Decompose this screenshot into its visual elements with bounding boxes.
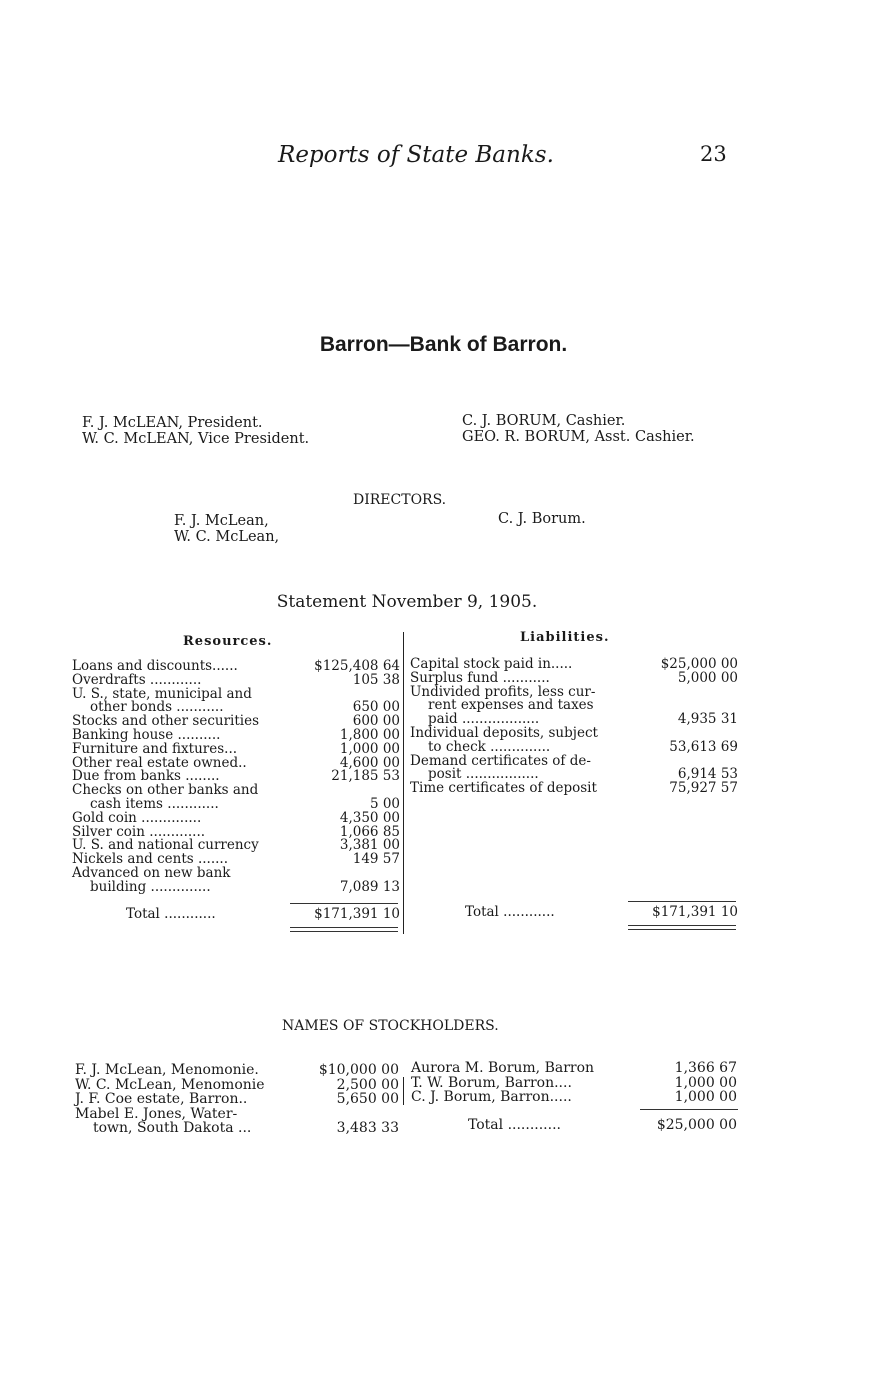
- table-row: Advanced on new bank: [72, 864, 231, 881]
- table-row: Demand certificates of de-: [410, 752, 591, 769]
- table-row: Time certificates of deposit 75,927 57: [410, 780, 738, 797]
- director-1: F. J. McLean,: [174, 513, 269, 529]
- resources-table: [72, 660, 400, 895]
- officer-vice-president: W. C. McLEAN, Vice President.: [82, 431, 310, 447]
- table-row: U. S. and national currency 3,381 00: [72, 837, 400, 854]
- liabilities-table: [410, 658, 738, 796]
- liabilities-total-rule-2: [628, 929, 736, 930]
- stockholders-right: [411, 1061, 737, 1105]
- list-item: Aurora M. Borum, Barron 1,366 67: [411, 1060, 737, 1076]
- liabilities-total-label: Total ............: [465, 904, 555, 920]
- resources-total-amount: $171,391 10: [314, 906, 400, 922]
- officer-cashier: C. J. BORUM, Cashier.: [462, 413, 626, 429]
- list-item: T. W. Borum, Barron.... 1,000 00: [411, 1074, 737, 1091]
- table-row: Due from banks ........ 21,185 53: [72, 768, 400, 785]
- table-row: Individual deposits, subject: [410, 724, 598, 741]
- resources-subtotal-rule: [290, 903, 398, 904]
- resources-total-rule-1: [290, 927, 398, 928]
- director-2: W. C. McLean,: [174, 529, 280, 545]
- officers-left: [82, 415, 309, 447]
- directors-heading: DIRECTORS.: [353, 492, 447, 508]
- liabilities-heading: Liabilities.: [520, 630, 610, 645]
- table-row: Silver coin ............. 1,066 85: [72, 823, 400, 840]
- page-header-title: Reports of State Banks.: [278, 142, 554, 168]
- table-row: Overdrafts ............ 105 38: [72, 671, 400, 688]
- table-row: Loans and discounts...... $125,408 64: [72, 658, 400, 674]
- officer-asst-cashier: GEO. R. BORUM, Asst. Cashier.: [462, 429, 695, 445]
- liabilities-subtotal-rule: [628, 901, 736, 902]
- table-row: posit ................. 6,914 53: [428, 766, 738, 783]
- table-row: building .............. 7,089 13: [90, 878, 400, 895]
- table-row: rent expenses and taxes: [428, 697, 594, 714]
- directors-left: [174, 513, 279, 545]
- stockholders-divider: [403, 1077, 404, 1105]
- list-item: W. C. McLean, Menomonie 2,500 00: [75, 1076, 399, 1093]
- table-row: U. S., state, municipal and: [72, 685, 252, 702]
- bank-title: Barron—Bank of Barron.: [319, 333, 568, 356]
- column-divider: [403, 632, 404, 934]
- table-row: paid .................. 4,935 31: [428, 711, 738, 728]
- page-number: 23: [700, 142, 727, 166]
- table-row: Surplus fund ........... 5,000 00: [410, 669, 738, 686]
- list-item: C. J. Borum, Barron..... 1,000 00: [411, 1089, 737, 1105]
- list-item: town, South Dakota ... 3,483 33: [93, 1120, 399, 1136]
- table-row: cash items ............ 5 00: [90, 795, 400, 812]
- table-row: Checks on other banks and: [72, 782, 259, 799]
- resources-total-label: Total ............: [126, 906, 216, 922]
- officers-right: [462, 413, 695, 445]
- liabilities-total-rule-1: [628, 925, 736, 926]
- table-row: to check .............. 53,613 69: [428, 738, 738, 755]
- liabilities-total-amount: $171,391 10: [652, 904, 738, 920]
- officer-president: F. J. McLEAN, President.: [82, 415, 263, 431]
- table-row: Nickels and cents ....... 149 57: [72, 851, 400, 868]
- table-row: Gold coin .............. 4,350 00: [72, 809, 400, 826]
- table-row: Undivided profits, less cur-: [410, 683, 596, 700]
- resources-heading: Resources.: [183, 634, 273, 649]
- table-row: Furniture and fixtures... 1,000 00: [72, 740, 400, 757]
- stockholders-total-amount: $25,000 00: [656, 1117, 737, 1133]
- stockholders-total-rule: [640, 1109, 738, 1110]
- list-item: J. F. Coe estate, Barron.. 5,650 00: [75, 1091, 399, 1107]
- table-row: Stocks and other securities 600 00: [72, 713, 400, 730]
- director-3: C. J. Borum.: [498, 511, 586, 527]
- list-item: F. J. McLean, Menomonie. $10,000 00: [75, 1062, 399, 1078]
- stockholders-total-label: Total ............: [468, 1117, 561, 1133]
- statement-title: Statement November 9, 1905.: [276, 592, 538, 612]
- table-row: Banking house .......... 1,800 00: [72, 726, 400, 743]
- table-row: Capital stock paid in..... $25,000 00: [410, 656, 738, 672]
- directors-right: [498, 511, 586, 527]
- list-item: Mabel E. Jones, Water-: [75, 1105, 238, 1122]
- table-row: Other real estate owned.. 4,600 00: [72, 754, 400, 771]
- resources-total-rule-2: [290, 931, 398, 932]
- stockholders-left: [75, 1063, 399, 1136]
- stockholders-heading: NAMES OF STOCKHOLDERS.: [282, 1018, 499, 1034]
- table-row: other bonds ........... 650 00: [90, 699, 400, 716]
